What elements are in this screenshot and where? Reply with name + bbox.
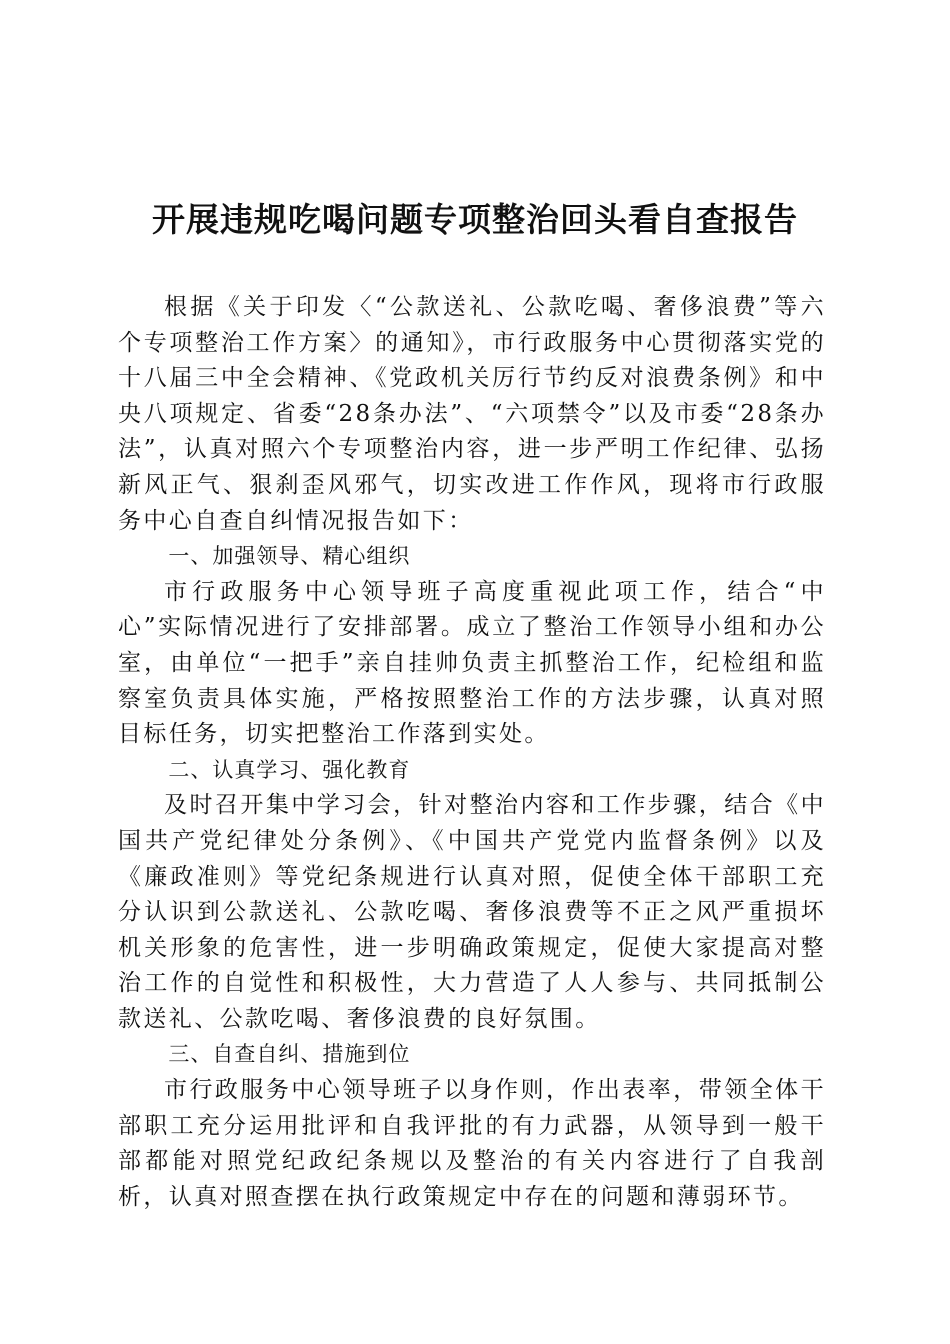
intro-paragraph: 根据《关于印发〈“公款送礼、公款吃喝、奢侈浪费”等六个专项整治工作方案〉的通知》，市行政服务中心贯彻落实党的十八届三中全会精神、《党政机关厉行节约反对浪费条例》和中央八项规定、省委“28条办法”、“六项禁令”以及市委“28条办法”，认真对照六个专项整治内容，进一步严明工作纪律、弘扬新风正气、狠刹歪风邪气，切实改进工作作风，现将市行政服务中心自查自纠情况报告如下： xyxy=(118,294,826,534)
section-heading-1: 一、加强领导、精心组织 xyxy=(168,544,411,569)
section-paragraph-3: 市行政服务中心领导班子以身作则，作出表率，带领全体干部职工充分运用批评和自我评批的有力武器，从领导到一般干部都能对照党纪政纪条规以及整治的有关内容进行了自我剖析，认真对照查摆在执行政策规定中存在的问题和薄弱环节。 xyxy=(118,1077,826,1210)
section-paragraph-1: 市行政服务中心领导班子高度重视此项工作，结合“中心”实际情况进行了安排部署。成立了整治工作领导小组和办公室，由单位“一把手”亲自挂帅负责主抓整治工作，纪检组和监察室负责具体实施，严格按照整治工作的方法步骤，认真对照目标任务，切实把整治工作落到实处。 xyxy=(118,578,826,748)
document-title: 开展违规吃喝问题专项整治回头看自查报告 xyxy=(152,200,798,239)
section-heading-2: 二、认真学习、强化教育 xyxy=(168,757,411,782)
document-body xyxy=(118,290,826,1215)
section-paragraph-2: 及时召开集中学习会，针对整治内容和工作步骤，结合《中国共产党纪律处分条例》、《中国共产党党内监督条例》以及《廉政准则》等党纪条规进行认真对照，促使全体干部职工充分认识到公款送礼、公款吃喝、奢侈浪费等不正之风严重损坏机关形象的危害性，进一步明确政策规定，促使大家提高对整治工作的自觉性和积极性，大力营造了人人参与、共同抵制公款送礼、公款吃喝、奢侈浪费的良好氛围。 xyxy=(118,792,826,1032)
section-heading-3: 三、自查自纠、措施到位 xyxy=(168,1042,411,1067)
